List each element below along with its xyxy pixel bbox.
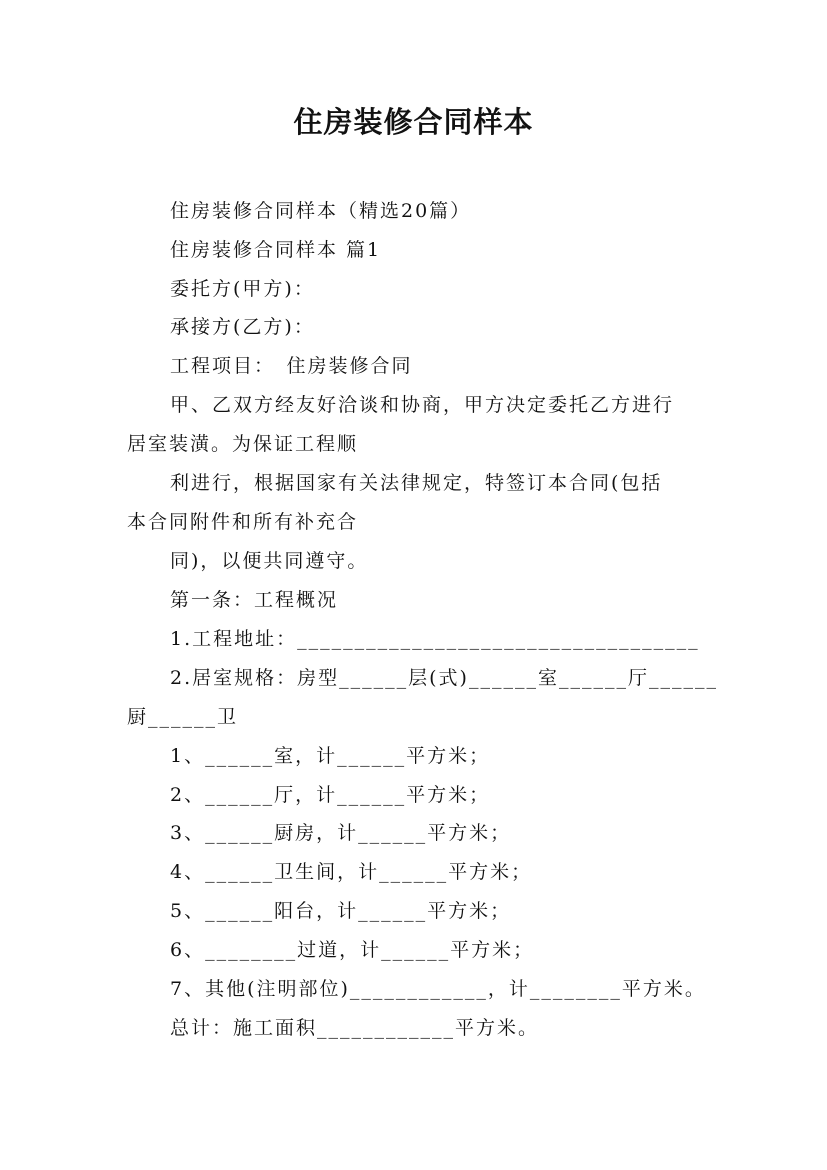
text-line: 居室装潢。为保证工程顺 [127,433,359,455]
text-line: 4、______卫生间，计______平方米； [170,861,533,883]
text-line: 1、______室，计______平方米； [170,745,491,767]
text-line: 住房装修合同样本（精选20篇） [170,200,472,222]
text-line: 厨______卫 [127,706,239,728]
text-line: 3、______厨房，计______平方米； [170,822,512,844]
text-line: 2、______厅，计______平方米； [170,784,491,806]
text-line: 同)，以便共同遵守。 [170,550,369,572]
text-line: 第一条：工程概况 [170,589,339,611]
text-line: 甲、乙双方经友好洽谈和协商，甲方决定委托乙方进行 [170,394,675,416]
text-line: 承接方(乙方)： [170,316,315,338]
text-line: 本合同附件和所有补充合 [127,511,359,533]
text-line: 7、其他(注明部位)____________，计________平方米。 [170,978,706,1000]
text-line: 总计：施工面积____________平方米。 [170,1017,540,1039]
text-line: 5、______阳台，计______平方米； [170,900,512,922]
text-line: 住房装修合同样本 篇1 [170,239,382,261]
text-line: 6、________过道，计______平方米； [170,939,535,961]
text-line: 2.居室规格：房型______层(式)______室______厅______ [170,667,718,689]
text-line: 委托方(甲方)： [170,278,315,300]
text-line: 工程项目： 住房装修合同 [170,355,413,377]
text-line: 利进行，根据国家有关法律规定，特签订本合同(包括 [170,472,663,494]
document-title: 住房装修合同样本 [293,105,534,139]
text-line: 1.工程地址：___________________________________ [170,628,700,650]
